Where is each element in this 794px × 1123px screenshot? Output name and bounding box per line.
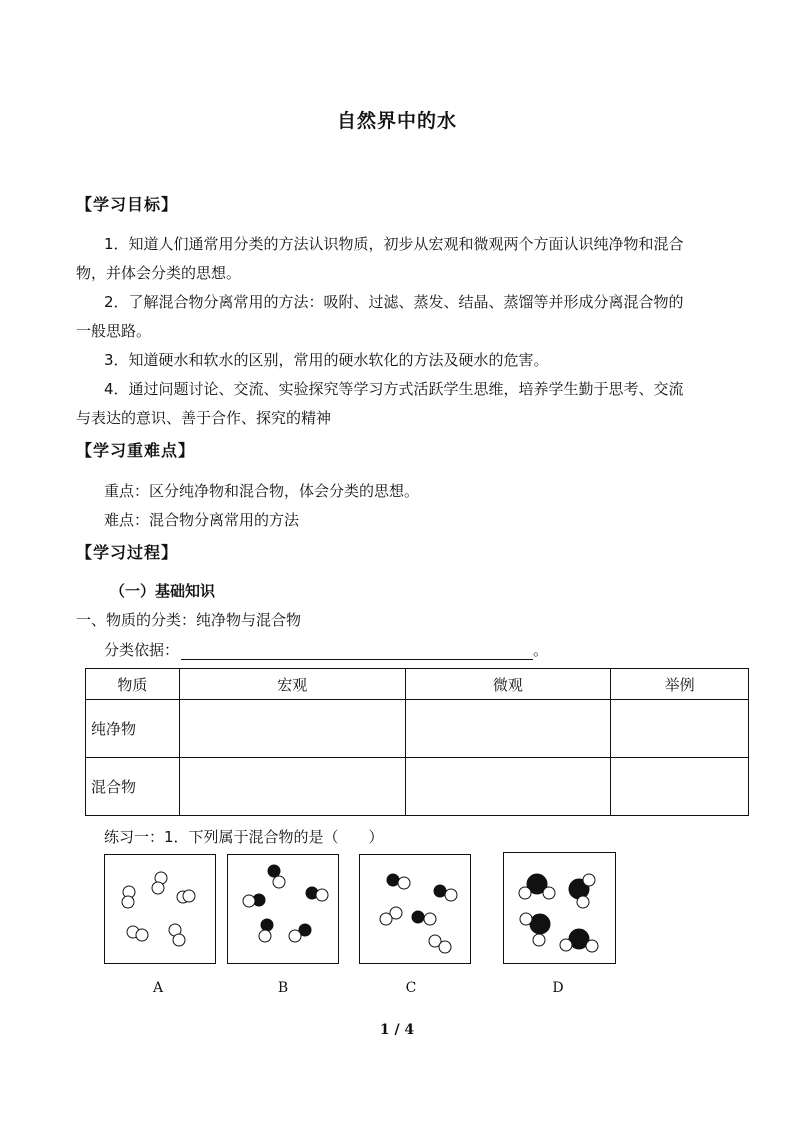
option-d-label: D	[552, 980, 564, 996]
section-1-title: 一、物质的分类：纯净物与混合物	[76, 611, 302, 629]
page-title: 自然界中的水	[336, 110, 457, 132]
cell-pure-macro[interactable]	[179, 700, 405, 758]
basic-knowledge-subheading: （一）基础知识	[110, 582, 216, 600]
cell-mixture-micro[interactable]	[405, 758, 611, 816]
objective-1-line-1: 1．知道人们通常用分类的方法认识物质，初步从宏观和微观两个方面认识纯净物和混合	[104, 235, 684, 253]
difficulty-point: 难点：混合物分离常用的方法	[104, 511, 300, 529]
process-heading: 【学习过程】	[76, 543, 179, 562]
option-b-label: B	[277, 980, 289, 996]
basis-end: 。	[533, 641, 549, 659]
classification-table	[85, 668, 749, 816]
basis-blank[interactable]	[181, 644, 533, 660]
header-substance: 物质	[86, 669, 180, 700]
option-b-diagram[interactable]	[227, 854, 339, 964]
table-header-row	[86, 669, 749, 700]
exercise-question: 练习一：1．下列属于混合物的是（ ）	[104, 828, 384, 846]
molecule-diagram-b	[228, 855, 338, 963]
objective-2-line-2: 一般思路。	[76, 322, 152, 340]
table-row	[86, 758, 749, 816]
molecule-diagram-a	[105, 855, 215, 963]
objective-4-line-2: 与表达的意识、善于合作、探究的精神	[76, 409, 332, 427]
objective-2-line-1: 2．了解混合物分离常用的方法：吸附、过滤、蒸发、结晶、蒸馏等并形成分离混合物的	[104, 293, 684, 311]
option-c-diagram[interactable]	[359, 854, 471, 964]
cell-mixture-macro[interactable]	[179, 758, 405, 816]
option-a-label: A	[152, 980, 164, 996]
cell-pure-example[interactable]	[611, 700, 749, 758]
objective-1-line-2: 物，并体会分类的思想。	[76, 264, 242, 282]
cell-mixture-example[interactable]	[611, 758, 749, 816]
option-c-label: C	[405, 980, 417, 996]
row-label-pure: 纯净物	[86, 700, 180, 758]
molecule-diagram-c	[360, 855, 470, 963]
header-macro: 宏观	[179, 669, 405, 700]
row-label-mixture: 混合物	[86, 758, 180, 816]
option-d-diagram[interactable]	[503, 852, 616, 964]
objective-3: 3．知道硬水和软水的区别，常用的硬水软化的方法及硬水的危害。	[104, 351, 549, 369]
key-point: 重点：区分纯净物和混合物，体会分类的思想。	[104, 482, 420, 500]
header-example: 举例	[611, 669, 749, 700]
basis-label: 分类依据：	[104, 641, 180, 659]
objective-4-line-1: 4．通过问题讨论、交流、实验探究等学习方式活跃学生思维，培养学生勤于思考、交流	[104, 380, 684, 398]
objectives-heading: 【学习目标】	[76, 195, 179, 214]
molecule-diagram-d	[504, 853, 615, 963]
table-row	[86, 700, 749, 758]
option-a-diagram[interactable]	[104, 854, 216, 964]
key-points-heading: 【学习重难点】	[76, 441, 196, 460]
cell-pure-micro[interactable]	[405, 700, 611, 758]
page-number: 1 / 4	[379, 1022, 415, 1038]
classification-basis	[104, 641, 548, 660]
header-micro: 微观	[405, 669, 611, 700]
